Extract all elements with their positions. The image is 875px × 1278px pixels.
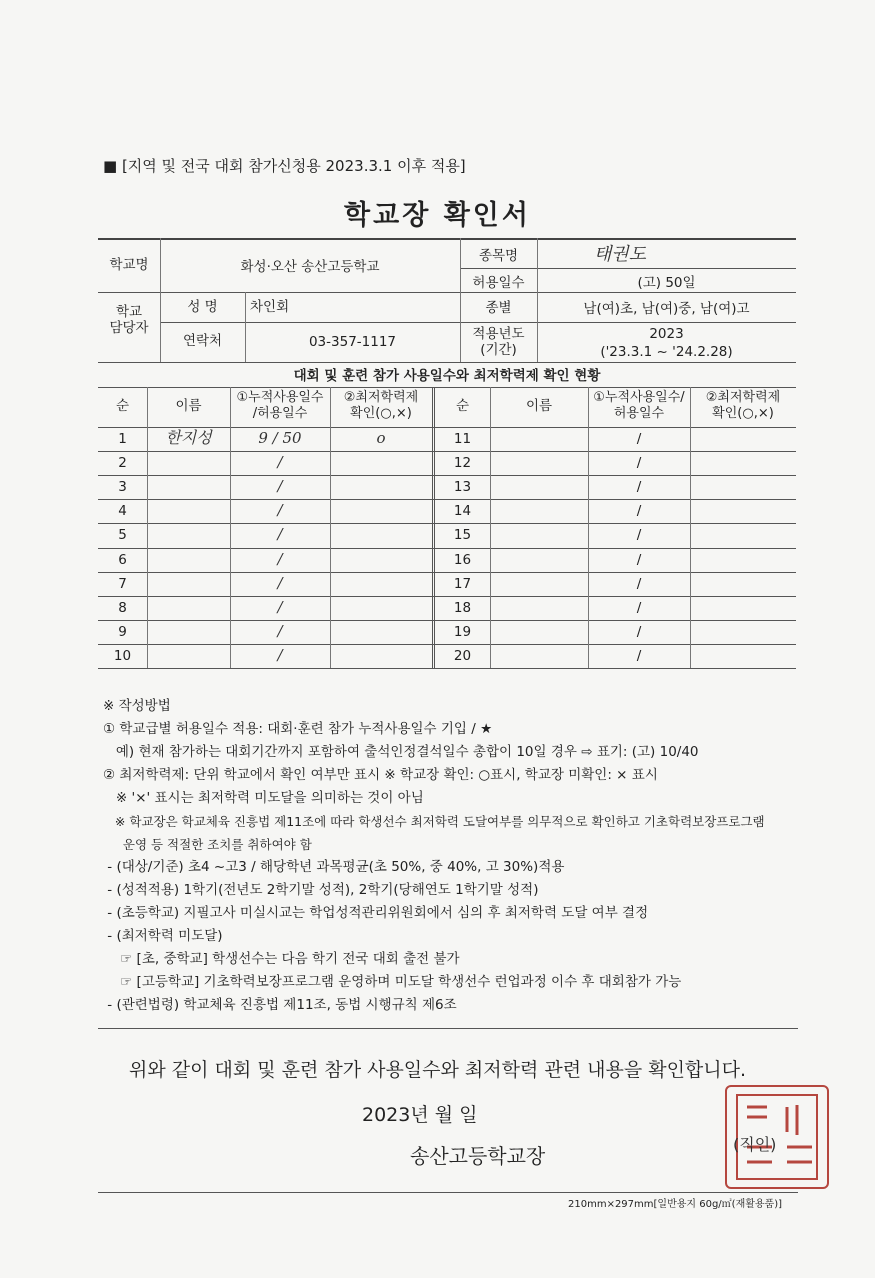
category-value: 남(여)초, 남(여)중, 남(여)고 (583, 301, 750, 317)
row-number: 17 (453, 575, 472, 592)
note-line: - (성적적용) 1학기(전년도 2학기말 성적), 2학기(당해연도 1학기말 성적) (103, 882, 539, 898)
col-header-name-right: 이름 (525, 398, 553, 414)
note-line: ※ '×' 표시는 최저학력 미도달을 의미하는 것이 아님 (103, 790, 424, 806)
year-value: 2023 (649, 326, 684, 342)
used-days: / (636, 647, 642, 664)
col-header-days: ①누적사용일수 /허용일수 (236, 390, 324, 421)
row-number: 11 (453, 431, 472, 447)
row-number: 5 (118, 527, 127, 544)
table-row-rule (98, 644, 796, 645)
used-days: / (277, 525, 283, 544)
table-row-rule (98, 572, 796, 573)
used-days: / (636, 479, 642, 496)
col-header-name: 이름 (175, 398, 202, 414)
notes-bottom-rule (98, 1028, 798, 1029)
table-section-title: 대회 및 훈련 참가 사용일수와 최저학력제 확인 현황 (293, 368, 601, 384)
footer-rule (98, 1192, 798, 1193)
writing-instructions (103, 695, 803, 1017)
allowed-days-value: (고) 50일 (637, 275, 696, 291)
note-line: 예) 현재 참가하는 대회기간까지 포함하여 출석인정결석일수 총합이 10일 경우 ⇨ 표기: (고) 10/40 (103, 744, 699, 760)
info-row-rule (98, 292, 796, 293)
table-col-rule (490, 387, 491, 668)
school-label: 학교명 (109, 257, 149, 273)
note-line: - (대상/기준) 초4 ~고3 / 해당학년 과목평균(초 50%, 중 40%, 고 30%)적용 (103, 859, 565, 875)
table-row-rule (98, 620, 796, 621)
note-line: ☞ [초, 중학교] 학생선수는 다음 학기 전국 대회 출전 불가 (103, 951, 460, 967)
table-top-rule (98, 387, 796, 388)
table-row-rule (98, 451, 796, 452)
info-row-rule (460, 322, 796, 323)
used-days: / (636, 575, 642, 592)
used-days: / (277, 645, 283, 664)
used-days: / (277, 477, 283, 496)
document-title: 학교장 확인서 (344, 200, 531, 231)
row-number: 20 (453, 647, 472, 664)
col-header-check: ②최저학력제 확인(○,×) (343, 390, 419, 421)
table-col-rule (690, 387, 691, 668)
grade-check: o (376, 429, 386, 447)
table-row-rule (98, 475, 796, 476)
used-days: / (636, 527, 642, 544)
used-days: / (277, 453, 283, 472)
school-name: 화성·오산 송산고등학교 (240, 259, 380, 275)
table-row-rule (98, 499, 796, 500)
note-line: ☞ [고등학교] 기초학력보장프로그램 운영하며 미도달 학생선수 런업과정 이수 후 대회참가 가능 (103, 974, 682, 990)
info-row-rule (460, 268, 796, 269)
principal-signature: 송산고등학교장 (410, 1144, 546, 1168)
used-days: / (636, 455, 642, 472)
used-days: / (277, 621, 283, 640)
note-line: ② 최저학력제: 단위 학교에서 확인 여부만 표시 ※ 학교장 확인: ○표시, 학교장 미확인: × 표시 (103, 767, 658, 783)
info-row-rule (160, 322, 460, 323)
athlete-name: 한지성 (165, 428, 212, 447)
table-row-rule (98, 523, 796, 524)
note-line: - (초등학교) 지필고사 미실시교는 학업성적관리위원회에서 심의 후 최저학력 도달 여부 결정 (103, 905, 649, 921)
used-days: 9 / 50 (258, 429, 302, 447)
row-number: 18 (453, 599, 472, 616)
row-number: 15 (453, 527, 472, 544)
used-days: / (636, 503, 642, 520)
allowed-days-label: 허용일수 (472, 275, 525, 291)
row-number: 4 (118, 503, 127, 520)
row-number: 16 (453, 551, 472, 568)
confirmation-statement: 위와 같이 대회 및 훈련 참가 사용일수와 최저학력 관련 내용을 확인합니다. (128, 1059, 747, 1081)
used-days: / (636, 623, 642, 640)
col-header-no-right: 순 (455, 398, 470, 414)
note-line: ① 학교급별 허용일수 적용: 대회·훈련 참가 누적사용일수 기입 / ★ (103, 721, 493, 737)
info-bottom-rule (98, 362, 796, 363)
table-row-rule (98, 548, 796, 549)
note-line: - (최저학력 미도달) (103, 928, 223, 944)
row-number: 13 (453, 479, 472, 496)
period-value: ('23.3.1 ~ '24.2.28) (600, 344, 733, 360)
name-label: 성 명 (187, 299, 218, 315)
row-number: 7 (118, 575, 127, 592)
row-number: 2 (118, 455, 127, 472)
contact-label: 연락처 (182, 333, 223, 349)
row-number: 19 (453, 623, 472, 640)
used-days: / (277, 549, 283, 568)
header-note: ■ [지역 및 전국 대회 참가신청용 2023.3.1 이후 적용] (103, 157, 466, 175)
name-value: 차인회 (250, 299, 290, 315)
row-number: 9 (118, 623, 127, 640)
info-top-rule (98, 238, 796, 240)
confirmation-date: 2023년 월 일 (362, 1104, 478, 1126)
row-number: 1 (118, 431, 127, 447)
row-number: 8 (118, 599, 127, 616)
col-header-days-right: ①누적사용일수/ 허용일수 (593, 390, 685, 421)
table-row-rule (98, 596, 796, 597)
note-line: ※ 작성방법 (103, 698, 171, 714)
col-header-no: 순 (115, 398, 130, 414)
sport-label: 종목명 (478, 248, 519, 264)
row-number: 12 (453, 455, 472, 472)
contact-value: 03-357-1117 (308, 334, 397, 350)
table-bottom-rule (98, 668, 796, 669)
category-label: 종별 (485, 300, 512, 316)
row-number: 14 (453, 503, 472, 520)
sport-value: 태권도 (593, 244, 647, 265)
paper-spec: 210mm×297mm[일반용지 60g/㎡(재활용품)] (568, 1199, 783, 1210)
seal-label: (직인) (733, 1135, 777, 1154)
used-days: / (277, 501, 283, 520)
col-header-check-right: ②최저학력제 확인(○,×) (705, 390, 781, 421)
row-number: 6 (118, 551, 127, 568)
note-line: ※ 학교장은 학교체육 진흥법 제11조에 따라 학생선수 최저학력 도달여부를 의무적으로 확인하고 기초학력보장프로그램 (103, 814, 765, 829)
used-days: / (277, 573, 283, 592)
used-days: / (277, 597, 283, 616)
used-days: / (636, 431, 642, 447)
used-days: / (636, 599, 642, 616)
staff-label: 학교 담당자 (109, 304, 149, 337)
row-number: 3 (118, 479, 127, 496)
year-label: 적용년도 (기간) (472, 326, 525, 359)
row-number: 10 (113, 647, 132, 664)
used-days: / (636, 551, 642, 568)
note-line: 운영 등 적절한 조치를 취하여야 함 (103, 837, 312, 852)
note-line: - (관련법령) 학교체육 진흥법 제11조, 동법 시행규칙 제6조 (103, 997, 457, 1013)
info-col-rule (245, 292, 246, 362)
